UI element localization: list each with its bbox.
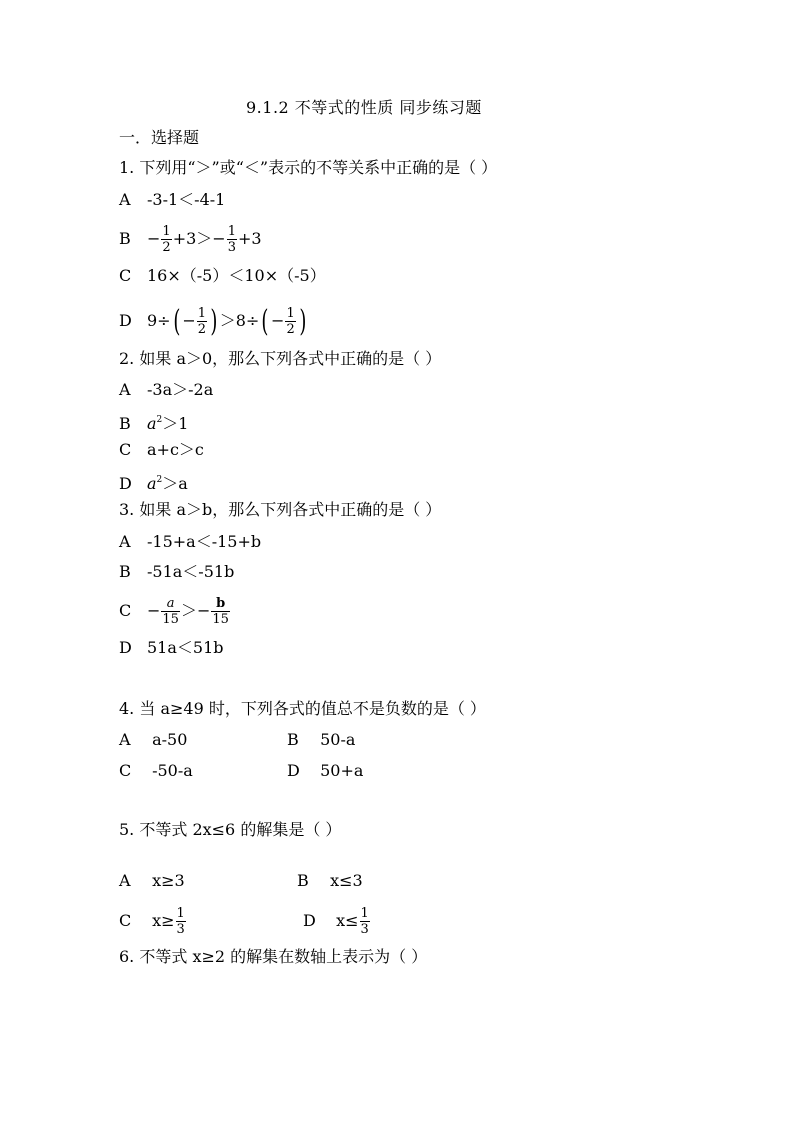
option-label: C [119,911,132,930]
q4-option-a [119,730,187,750]
minus-sign: − [147,601,161,620]
numerator: b [211,596,230,612]
q3-option-a [119,532,261,552]
option-text: ＞1 [162,414,189,433]
option-label: D [287,761,300,780]
fraction [197,306,207,337]
q2-option-a [119,380,213,400]
exponent: 2 [156,415,163,425]
variable: a [147,414,157,433]
option-label: C [119,266,132,285]
option-label: D [119,311,132,330]
right-paren: ) [299,303,307,339]
q2-option-d [119,470,188,494]
option-label: C [119,601,132,620]
q5-option-d [303,906,371,937]
denominator: 2 [286,322,295,337]
option-label: B [287,730,299,749]
option-text: 50+a [320,761,364,780]
option-text: -3-1＜-4-1 [147,190,226,209]
option-label: A [119,190,131,209]
question-3-stem: 3. 如果 a＞b，那么下列各式中正确的是（ ） [119,500,442,519]
option-text: ＞a [162,474,188,493]
left-paren: ( [261,303,269,339]
q4-option-b [287,730,355,750]
option-text: -50-a [152,761,193,780]
option-label: D [119,474,132,493]
option-label: D [303,911,316,930]
question-4-stem: 4. 当 a≥49 时，下列各式的值总不是负数的是（ ） [119,699,486,718]
q4-option-d [287,761,363,781]
question-5-stem: 5. 不等式 2x≤6 的解集是（ ） [119,820,342,839]
minus-sign: − [147,229,161,248]
q5-option-a [119,871,185,891]
denominator: 2 [197,322,206,337]
option-text: 16×（-5）＜10×（-5） [147,266,326,285]
option-text: a-50 [152,730,188,749]
page-title: 9.1.2 不等式的性质 同步练习题 [246,98,482,117]
q3-option-b [119,562,234,582]
option-text: -51a＜-51b [147,562,235,581]
numerator: 1 [197,306,206,321]
option-label: C [119,440,132,459]
numerator: 1 [162,224,171,239]
question-2-stem: 2. 如果 a＞0，那么下列各式中正确的是（ ） [119,349,442,368]
q5-option-b [297,871,363,891]
fraction [227,224,237,255]
option-label: D [119,638,132,657]
left-paren: ( [172,303,180,339]
q1-option-b [119,224,262,255]
section-heading: 一．选择题 [119,128,200,147]
numerator: 1 [227,224,236,239]
option-text: a+c＞c [147,440,204,459]
denominator: 15 [212,612,229,627]
fraction [161,596,180,627]
denominator: 3 [227,240,236,255]
q2-option-c [119,440,204,460]
denominator: 3 [360,922,369,937]
question-6-stem: 6. 不等式 x≥2 的解集在数轴上表示为（ ） [119,947,428,966]
option-text: 50-a [320,730,356,749]
q3-option-d [119,638,224,658]
q1-option-d: D 9÷( − $\frac{1}{2}$ ) ＞8÷( − $\frac{1}{2}$ ) [119,303,307,339]
fraction [176,906,186,937]
expression-middle: ＞8÷ [219,311,260,330]
fraction [161,224,171,255]
option-label: A [119,532,131,551]
expression-middle: ＞− [180,601,211,620]
option-text: x≤ [336,911,359,930]
question-1-stem: 1. 下列用“＞”或“＜”表示的不等关系中正确的是（ ） [119,158,498,177]
expression-middle: +3＞− [172,229,226,248]
option-text: x≤3 [330,871,363,890]
option-text: -3a＞-2a [147,380,214,399]
q5-option-c [119,906,187,937]
option-label: B [297,871,309,890]
fraction [285,306,295,337]
option-label: A [119,730,131,749]
variable: a [147,474,157,493]
option-text: x≥3 [152,871,185,890]
option-label: A [119,871,131,890]
expression-start: 9÷ [147,311,171,330]
q1-option-a [119,190,225,210]
option-text: -15+a＜-15+b [147,532,262,551]
expression-tail: +3 [237,229,262,248]
q1-option-c [119,266,326,286]
option-text: x≥ [152,911,175,930]
option-text: 51a＜51b [147,638,224,657]
q3-option-c [119,596,231,627]
option-label: B [119,229,131,248]
option-label: A [119,380,131,399]
numerator: 1 [176,906,185,921]
q4-option-c [119,761,193,781]
right-paren: ) [210,303,218,339]
numerator: a [161,596,180,612]
option-label: B [119,414,131,433]
denominator: 15 [162,612,179,627]
denominator: 3 [176,922,185,937]
q2-option-b [119,410,188,434]
option-label: B [119,562,131,581]
denominator: 2 [162,240,171,255]
fraction [360,906,370,937]
numerator: 1 [360,906,369,921]
numerator: 1 [286,306,295,321]
fraction [211,596,230,627]
exponent: 2 [156,475,163,485]
option-label: C [119,761,132,780]
